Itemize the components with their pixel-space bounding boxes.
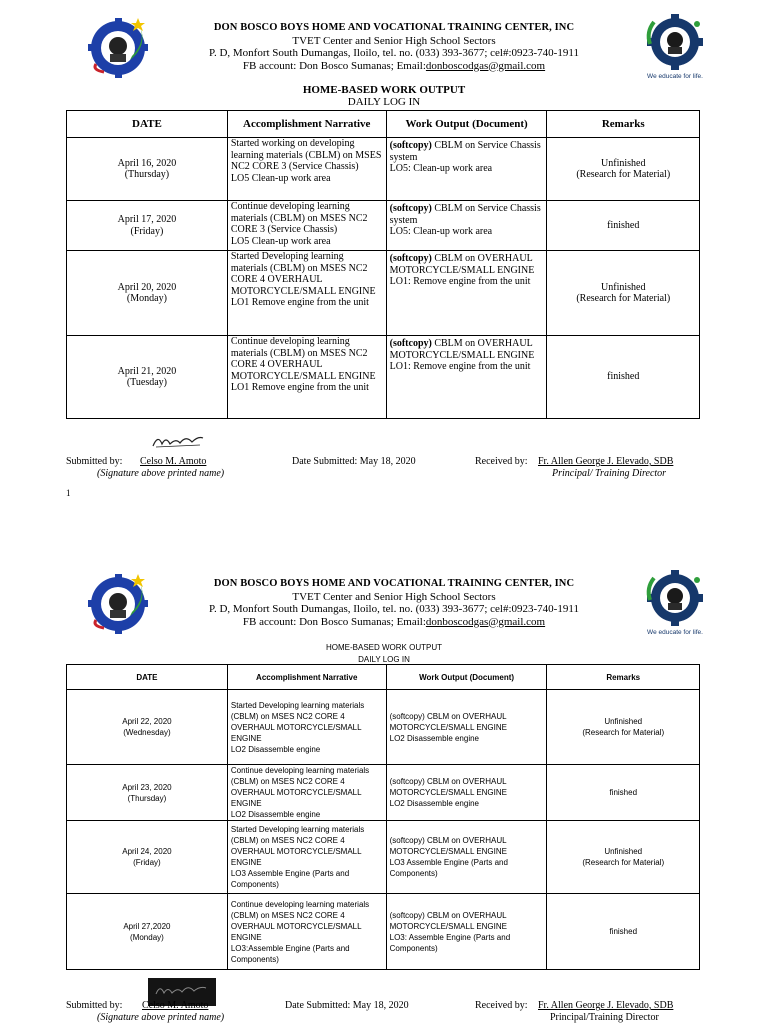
output-cell xyxy=(386,336,547,419)
narrative-cell: Continue developing learning materials (CBLM) on MSES NC2 CORE 3 (Service Chassis) LO5 Clean-up work area xyxy=(227,201,386,251)
date-submitted: Date Submitted: May 18, 2020 xyxy=(285,1000,409,1011)
narrative-cell: Started working on developing learning materials (CBLM) on MSES NC2 CORE 3 (Service Chassis) LO5 Clean-up work area xyxy=(227,138,386,201)
logo-caption: We educate for life. xyxy=(647,73,703,80)
received-by-label: Received by: xyxy=(475,1000,528,1011)
output-text: CBLM on Service Chassis system LO5: Clean-up work area xyxy=(389,203,541,237)
organization-address: P. D, Monfort South Dumangas, Iloilo, tel. no. (033) 393-3677; cel#:0923-740-1911 xyxy=(209,47,579,59)
output-cell: (softcopy) CBLM on OVERHAUL MOTORCYCLE/SMALL ENGINE LO3: Assemble Engine (Parts and Components) xyxy=(386,894,547,970)
date-cell xyxy=(67,690,228,765)
row-day: (Monday) xyxy=(130,932,164,942)
output-cell: (softcopy) CBLM on OVERHAUL MOTORCYCLE/SMALL ENGINE LO2 Disassemble engine xyxy=(386,690,547,765)
row-day: (Thursday) xyxy=(127,793,167,803)
narrative-cell: Started Developing learning materials (CBLM) on MSES NC2 CORE 4 OVERHAUL MOTORCYCLE/SMALL ENGINE LO2 Disassemble engine xyxy=(227,690,386,765)
row-date: April 20, 2020 xyxy=(117,281,177,293)
row-day: (Friday) xyxy=(130,225,164,237)
table-row xyxy=(67,765,700,821)
remarks-cell: finished xyxy=(547,336,700,419)
output-cell: (softcopy) CBLM on OVERHAUL MOTORCYCLE/SMALL ENGINE LO2 Disassemble engine xyxy=(386,765,547,821)
row-date: April 24, 2020 xyxy=(122,847,172,856)
document-title: HOME-BASED WORK OUTPUT xyxy=(325,643,442,652)
narrative-cell: Started Developing learning materials (CBLM) on MSES NC2 CORE 4 OVERHAUL MOTORCYCLE/SMALL ENGINE LO1 Remove engine from the unit xyxy=(227,251,386,336)
gear-logo-icon xyxy=(640,14,710,70)
received-by-label: Received by: xyxy=(475,456,528,467)
table-row xyxy=(67,690,700,765)
output-text: CBLM on Service Chassis system LO5: Clean-up work area xyxy=(389,140,541,174)
date-cell xyxy=(67,251,228,336)
table-row xyxy=(67,336,700,419)
submitted-by-label: Submitted by: xyxy=(66,456,123,467)
remarks-cell: Unfinished (Research for Material) xyxy=(547,821,700,894)
signature-caption: (Signature above printed name) xyxy=(97,468,225,479)
narrative-cell: Continue developing learning materials (CBLM) on MSES NC2 CORE 4 OVERHAUL MOTORCYCLE/SMALL ENGINE LO2 Disassemble engine xyxy=(227,765,386,821)
row-date: April 17, 2020 xyxy=(117,214,177,225)
date-cell xyxy=(67,138,228,201)
logo-caption: We educate for life. xyxy=(647,629,703,636)
column-header-narrative: Accomplishment Narrative xyxy=(227,111,386,138)
organization-contact: FB account: Don Bosco Sumanas; Email:donboscodgas@gmail.com xyxy=(242,615,546,628)
table-row xyxy=(67,138,700,201)
remarks-cell: Unfinished (Research for Material) xyxy=(547,690,700,765)
school-logo-left xyxy=(88,16,152,78)
table-header-row xyxy=(67,111,700,138)
column-header-output: Work Output (Document) xyxy=(386,665,547,690)
row-day: (Wednesday) xyxy=(123,728,171,737)
table-row xyxy=(67,201,700,251)
received-by-title: Principal/Training Director xyxy=(550,1012,659,1023)
date-cell xyxy=(67,821,228,894)
table-row xyxy=(67,821,700,894)
daily-log-table xyxy=(66,110,700,419)
received-by-name: Fr. Allen George J. Elevado, SDB xyxy=(538,1000,674,1011)
output-format: (softcopy) xyxy=(389,203,432,214)
gear-logo-icon xyxy=(640,570,710,626)
column-header-date: DATE xyxy=(67,111,228,138)
submitted-by-name: Celso M. Amoto xyxy=(142,1000,209,1011)
row-date: April 22, 2020 xyxy=(122,717,172,726)
remarks-cell: Unfinished (Research for Material) xyxy=(547,138,700,201)
remarks-cell: Unfinished (Research for Material) xyxy=(547,251,700,336)
email-link[interactable]: donboscodgas@gmail.com xyxy=(425,59,546,72)
document-title: HOME-BASED WORK OUTPUT xyxy=(302,84,466,96)
narrative-cell: Continue developing learning materials (CBLM) on MSES NC2 CORE 4 OVERHAUL MOTORCYCLE/SMALL ENGINE LO3:Assemble Engine (Parts and Components) xyxy=(227,894,386,970)
row-date: April 23, 2020 xyxy=(122,782,172,792)
letterhead xyxy=(0,570,768,634)
output-cell: (softcopy) CBLM on OVERHAUL MOTORCYCLE/SMALL ENGINE LO3 Assemble Engine (Parts and Components) xyxy=(386,821,547,894)
submitted-by-name: Celso M. Amoto xyxy=(140,456,207,467)
date-cell xyxy=(67,894,228,970)
organization-name: DON BOSCO BOYS HOME AND VOCATIONAL TRAINING CENTER, INC xyxy=(213,578,575,589)
row-day: (Thursday) xyxy=(124,169,170,180)
organization-contact: FB account: Don Bosco Sumanas; Email:donboscodgas@gmail.com xyxy=(242,59,546,72)
remarks-cell: finished xyxy=(547,765,700,821)
received-by-title: Principal/ Training Director xyxy=(552,468,667,479)
narrative-cell: Continue developing learning materials (CBLM) on MSES NC2 CORE 4 OVERHAUL MOTORCYCLE/SMALL ENGINE LO1 Remove engine from the unit xyxy=(227,336,386,419)
output-cell xyxy=(386,201,547,251)
output-format: (softcopy) xyxy=(389,338,432,349)
date-cell xyxy=(67,201,228,251)
output-text: CBLM on OVERHAUL MOTORCYCLE/SMALL ENGINE LO1: Remove engine from the unit xyxy=(389,338,535,372)
date-submitted: Date Submitted: May 18, 2020 xyxy=(292,456,416,467)
document-subtitle: DAILY LOG IN xyxy=(347,96,421,108)
column-header-date: DATE xyxy=(67,665,228,690)
row-day: (Tuesday) xyxy=(126,377,168,388)
row-date: April 16, 2020 xyxy=(117,157,177,169)
output-text: CBLM on OVERHAUL MOTORCYCLE/SMALL ENGINE LO1: Remove engine from the unit xyxy=(389,253,535,287)
output-cell xyxy=(386,138,547,201)
row-day: (Monday) xyxy=(126,293,167,304)
table-header-row xyxy=(67,665,700,690)
output-cell xyxy=(386,251,547,336)
date-cell xyxy=(67,765,228,821)
remarks-cell: finished xyxy=(547,201,700,251)
letterhead xyxy=(0,14,768,78)
column-header-remarks: Remarks xyxy=(547,111,700,138)
column-header-narrative: Accomplishment Narrative xyxy=(227,665,386,690)
table-row xyxy=(67,894,700,970)
school-logo-left xyxy=(88,572,152,634)
date-cell xyxy=(67,336,228,419)
output-format: (softcopy) xyxy=(389,140,432,151)
page-number: 1 xyxy=(66,488,71,498)
table-row xyxy=(67,251,700,336)
organization-sector: TVET Center and Senior High School Sectors xyxy=(292,34,496,47)
submission-block xyxy=(0,438,768,478)
daily-log-table xyxy=(66,664,700,970)
school-logo-right xyxy=(640,14,710,80)
output-format: (softcopy) xyxy=(389,253,432,264)
row-day: (Friday) xyxy=(133,858,161,867)
column-header-remarks: Remarks xyxy=(547,665,700,690)
signature-image xyxy=(150,432,206,450)
submitted-by-label: Submitted by: xyxy=(66,1000,123,1011)
row-date: April 27,2020 xyxy=(123,921,171,931)
document-page-2 xyxy=(0,556,768,1024)
column-header-output: Work Output (Document) xyxy=(386,111,547,138)
remarks-cell: finished xyxy=(547,894,700,970)
email-link[interactable]: donboscodgas@gmail.com xyxy=(425,615,546,628)
document-subtitle: DAILY LOG IN xyxy=(358,655,410,664)
row-date: April 21, 2020 xyxy=(117,365,177,377)
organization-name: DON BOSCO BOYS HOME AND VOCATIONAL TRAINING CENTER, INC xyxy=(213,22,575,33)
school-logo-right xyxy=(640,570,710,636)
received-by-name: Fr. Allen George J. Elevado, SDB xyxy=(538,456,674,467)
signature-caption: (Signature above printed name) xyxy=(97,1012,225,1023)
organization-address: P. D, Monfort South Dumangas, Iloilo, tel. no. (033) 393-3677; cel#:0923-740-1911 xyxy=(209,603,579,615)
organization-sector: TVET Center and Senior High School Sectors xyxy=(292,590,496,603)
submission-block xyxy=(0,968,768,1024)
narrative-cell: Started Developing learning materials (CBLM) on MSES NC2 CORE 4 OVERHAUL MOTORCYCLE/SMALL ENGINE LO3 Assemble Engine (Parts and Components) xyxy=(227,821,386,894)
